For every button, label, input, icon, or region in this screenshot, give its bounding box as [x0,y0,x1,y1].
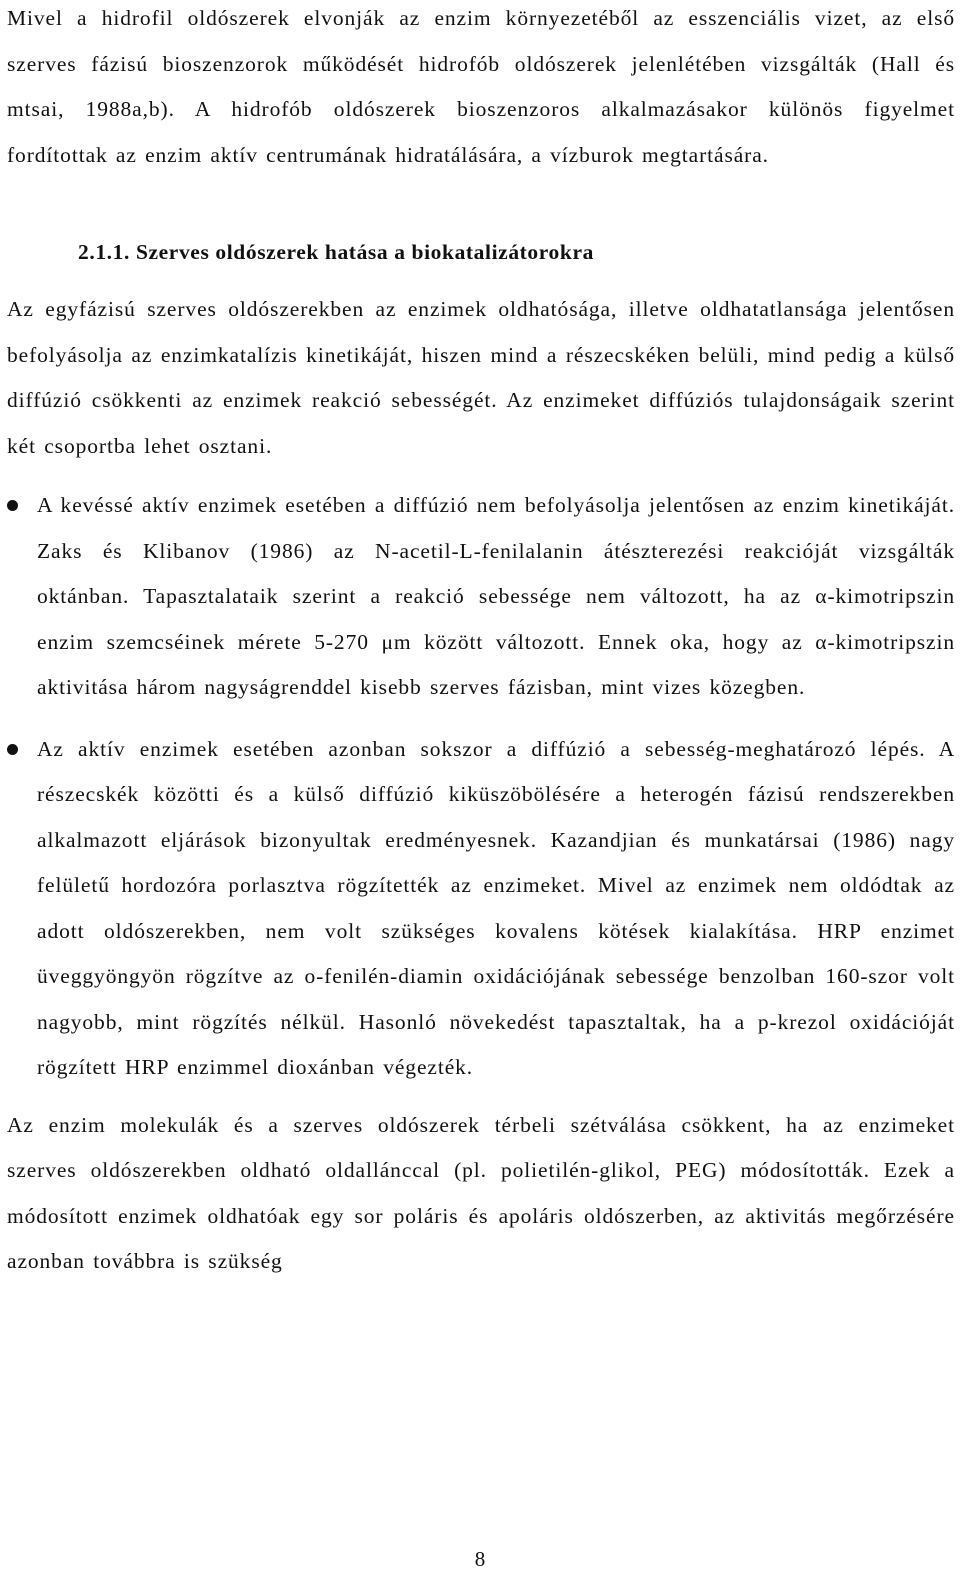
bullet-list [7,483,955,1091]
section-title: Szerves oldószerek hatása a biokatalizátorokra [135,240,594,264]
section-heading [7,230,955,275]
document-page [7,0,955,1285]
list-item [7,727,955,1091]
intro-paragraph: Mivel a hidrofil oldószerek elvonják az enzim környezetéből az esszenciális vizet, az első szerves fázisú bioszenzorok működését hidrofób oldószerek jelenlétében vizsgálták (Hall és mtsai, 1988a,b). A hidrofób oldószerek bioszenzoros alkalmazásakor különös figyelmet fordítottak az enzim aktív centrumának hidratálására, a vízburok megtartására. [7,6,955,167]
section-body-paragraph: Az egyfázisú szerves oldószerekben az enzimek oldhatósága, illetve oldhatatlansága jelentősen befolyásolja az enzimkatalízis kinetikáját, hiszen mind a részecskéken belüli, mind pedig a külső diffúzió csökkenti az enzimek reakció sebességét. Az enzimeket diffúziós tulajdonságaik szerint két csoportba lehet osztani. [7,297,955,458]
bullet-text: A kevéssé aktív enzimek esetében a diffúzió nem befolyásolja jelentősen az enzim kinetikáját. Zaks és Klibanov (1986) az N-acetil-L-fenilalanin átészterezési reakcióját vizsgálták oktánban. Tapasztalataik szerint a reakció sebessége nem változott, ha az α-kimotripszin enzim szemcséinek mérete 5-270 μm között változott. Ennek oka, hogy az α-kimotripszin aktivitása három nagyságrenddel kisebb szerves fázisban, mint vizes közegben. [37,493,955,699]
bullet-icon [7,500,18,511]
list-item [7,483,955,711]
bullet-text: Az aktív enzimek esetében azonban sokszor a diffúzió a sebesség-meghatározó lépés. A részecskék közötti és a külső diffúzió kiküszöbölésére a heterogén fázisú rendszerekben alkalmazott eljárások bizonyultak eredményesnek. Kazandjian és munkatársai (1986) nagy felületű hordozóra porlasztva rögzítették az enzimeket. Mivel az enzimek nem oldódtak az adott oldószerekben, nem volt szükséges kovalens kötések kialakítása. HRP enzimet üveggyöngyön rögzítve az o-fenilén-diamin oxidációjának sebessége benzolban 160-szor volt nagyobb, mint rögzítés nélkül. Hasonló növekedést tapasztaltak, ha a p-krezol oxidációját rögzített HRP enzimmel dioxánban végezték. [37,736,955,1079]
page-number: 8 [474,1547,486,1571]
closing-paragraph: Az enzim molekulák és a szerves oldószerek térbeli szétválása csökkent, ha az enzimeket szerves oldószerekben oldható oldallánccal (pl. polietilén-glikol, PEG) módosították. Ezek a módosított enzimek oldhatóak egy sor poláris és apoláris oldószerben, az aktivitás megőrzésére azonban továbbra is szükség [7,1112,955,1273]
bullet-icon [7,744,18,755]
section-number: 2.1.1. [78,240,130,264]
